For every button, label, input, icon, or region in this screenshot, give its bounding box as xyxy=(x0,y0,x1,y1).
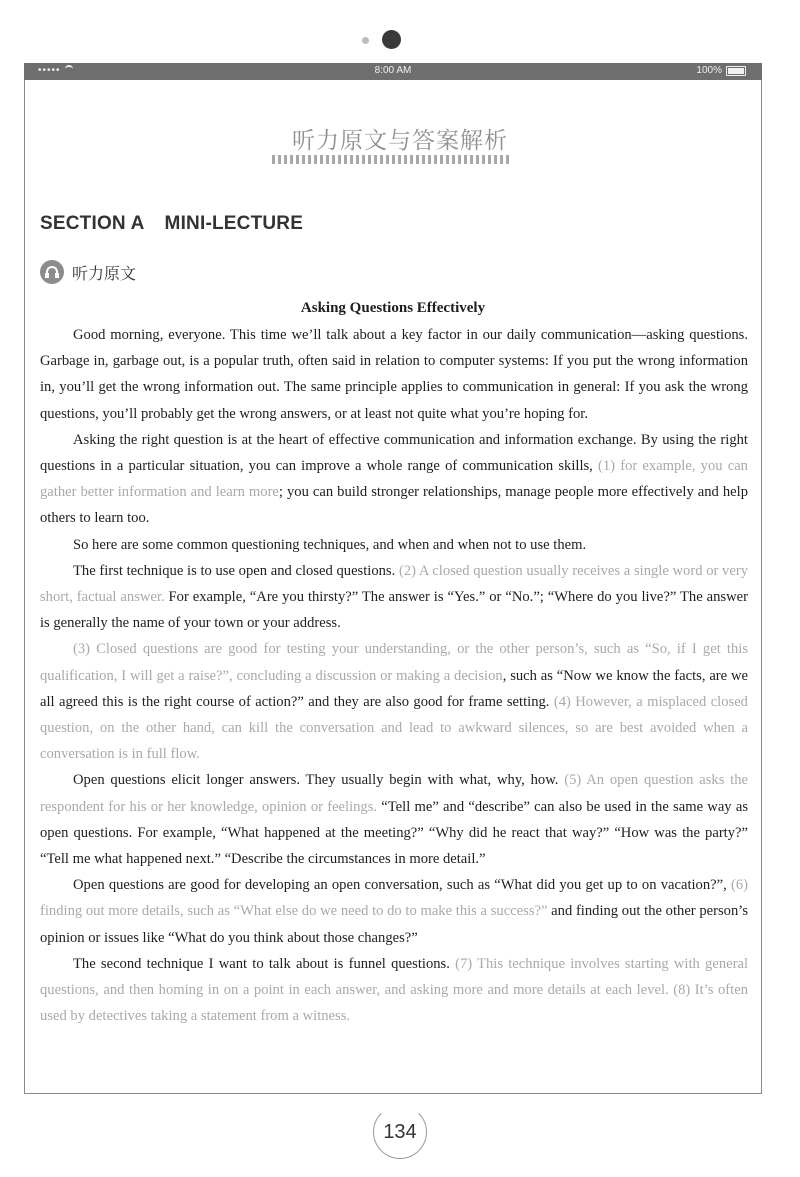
camera-bar xyxy=(0,30,800,50)
transcript-paragraph xyxy=(40,951,748,1030)
transcript-body xyxy=(40,322,748,1029)
answer-hint-text: (5) An open question asks the respondent for his or her knowledge, opinion or feelings. xyxy=(40,772,748,815)
page-title: 听力原文与答案解析 xyxy=(292,128,508,154)
camera-icon xyxy=(382,30,401,49)
transcript-text: “Tell me” and “describe” can also be used in the same way as open questions. For example, “What happened at the meeting?” “Why did he react that way?” “How was the party?” “Tell me what happened next.” “Describe the circumstances in more detail.” xyxy=(40,798,748,868)
answer-hint-text: (6) finding out more details, such as “What else do we need to do to make this a success?” xyxy=(40,877,748,920)
transcript-paragraph xyxy=(40,427,748,532)
answer-hint-text: (7) This technique involves starting with general questions, and then homing in on a point in each answer, and asking more and more details at each level. (8) It’s often used by detectives taking a statement from a witness. xyxy=(40,955,748,1025)
signal-icon: ••••• xyxy=(38,65,61,76)
answer-hint-text: (2) A closed question usually receives a single word or very short, factual answer. xyxy=(40,562,748,606)
transcript-text: Asking the right question is at the heart of effective communication and information exchange. By using the right questions in a particular situation, you can improve a whole range of communication skills, xyxy=(40,431,748,475)
section-name: MINI-LECTURE xyxy=(164,213,304,234)
answer-hint-text: (4) However, a misplaced closed question, on the other hand, can kill the conversation and lead to awkward silences, so are best avoided when a conversation is in full flow. xyxy=(40,693,748,763)
headphone-icon xyxy=(40,260,64,284)
transcript-text: So here are some common questioning techniques, and when and when not to use them. xyxy=(73,536,587,553)
sensor-icon xyxy=(362,37,369,44)
transcript-text: Open questions are good for developing an open conversation, such as “What did you get up to on vacation?”, xyxy=(73,877,731,894)
sub-heading xyxy=(40,260,136,284)
transcript-paragraph xyxy=(40,872,748,951)
transcript-text: Good morning, everyone. This time we’ll talk about a key factor in our daily communication—asking questions. Garbage in, garbage out, is a popular truth, often said in relation to computer systems: If you put the wrong information in, you’ll get the wrong information out. The same principle applies to communication in general: If you ask the wrong questions, you’ll probably get the wrong answers, or at least not quite what you’re hoping for. xyxy=(40,327,748,422)
page-number: 134 xyxy=(373,1105,427,1159)
transcript-paragraph xyxy=(40,558,748,637)
transcript-text: and finding out the other person’s opinion or issues like “What do you think about those changes?” xyxy=(40,903,749,946)
transcript-text: The second technique I want to talk about is funnel questions. xyxy=(73,955,456,972)
transcript-paragraph xyxy=(40,322,748,427)
transcript-paragraph xyxy=(40,767,748,872)
status-time: 8:00 AM xyxy=(374,65,412,76)
page-number-wrap xyxy=(0,1105,800,1159)
battery-percent: 100% xyxy=(696,65,722,76)
transcript-text: For example, “Are you thirsty?” The answer is “Yes.” or “No.”; “Where do you live?” The answer is generally the name of your town or your address. xyxy=(40,589,748,632)
transcript-text: Open questions elicit longer answers. They usually begin with what, why, how. xyxy=(73,772,565,789)
title-underline xyxy=(272,155,512,164)
answer-hint-text: (3) Closed questions are good for testing your understanding, or the other person’s, such as “So, if I get this qualification, I will get a raise?”, concluding a discussion or making a decision xyxy=(40,641,748,684)
article-title: Asking Questions Effectively xyxy=(300,300,486,316)
answer-hint-text: (1) for example, you can gather better information and learn more xyxy=(40,458,748,501)
transcript-text: ; you can build stronger relationships, manage people more effectively and help others to learn too. xyxy=(40,484,748,527)
transcript-paragraph xyxy=(40,636,748,767)
transcript-text: , such as “Now we know the facts, are we all agreed this is the right course of action?” and they are also good for frame setting. xyxy=(40,667,748,710)
status-bar xyxy=(24,63,762,80)
transcript-paragraph xyxy=(40,532,748,558)
sub-heading-label: 听力原文 xyxy=(72,263,137,283)
section-heading xyxy=(40,213,303,235)
transcript-text: The first technique is to use open and closed questions. xyxy=(73,562,399,579)
section-label: SECTION A xyxy=(40,213,145,234)
battery-icon xyxy=(726,66,746,76)
battery-indicator xyxy=(696,65,746,76)
